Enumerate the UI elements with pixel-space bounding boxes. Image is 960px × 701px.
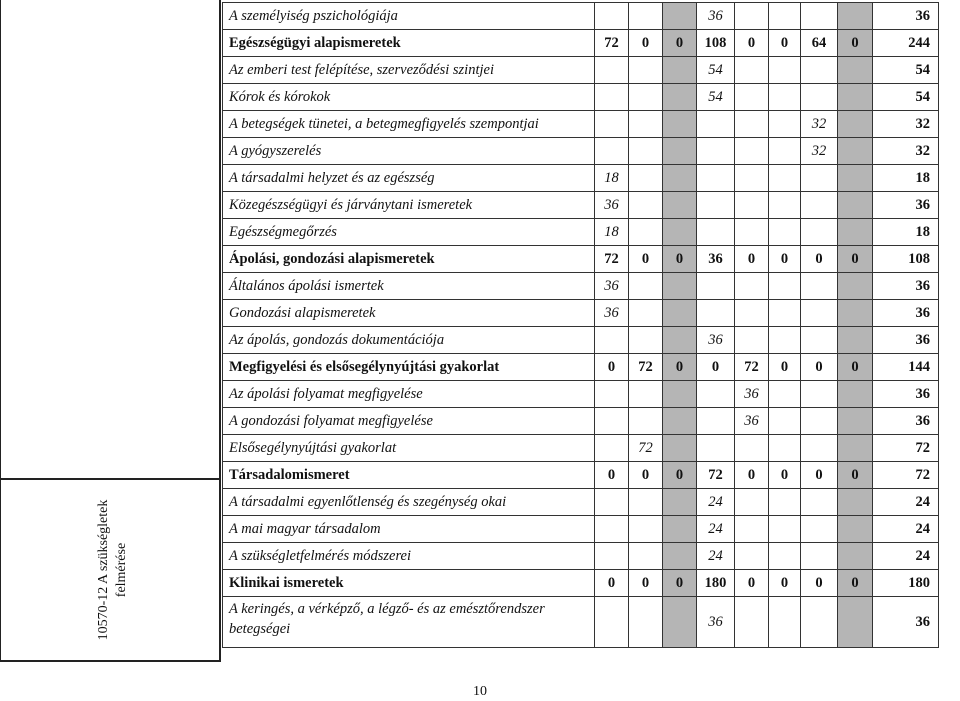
hours-cell [735,597,769,648]
row-label: Kórok és kórokok [223,84,595,111]
hours-cell [629,516,663,543]
hours-cell [735,192,769,219]
hours-cell: 0 [663,570,697,597]
hours-cell [697,273,735,300]
hours-cell [769,165,801,192]
hours-cell: 180 [697,570,735,597]
hours-cell [629,381,663,408]
hours-cell [769,273,801,300]
row-label: A szükségletfelmérés módszerei [223,543,595,570]
hours-cell [595,597,629,648]
hours-cell: 36 [595,192,629,219]
hours-cell: 0 [629,30,663,57]
hours-cell: 0 [735,30,769,57]
hours-cell [629,57,663,84]
hours-cell [735,300,769,327]
hours-cell [801,435,838,462]
hours-cell [769,84,801,111]
table-body [223,3,939,648]
hours-cell [629,192,663,219]
hours-cell [663,273,697,300]
total-hours-cell: 180 [873,570,939,597]
hours-cell: 0 [663,354,697,381]
hours-cell [838,3,873,30]
hours-cell [838,219,873,246]
total-hours-cell: 54 [873,84,939,111]
hours-cell: 0 [769,30,801,57]
hours-cell: 0 [801,246,838,273]
hours-cell [769,543,801,570]
hours-cell [801,327,838,354]
hours-cell [595,111,629,138]
hours-cell: 36 [735,408,769,435]
total-hours-cell: 244 [873,30,939,57]
curriculum-table [222,2,939,648]
hours-cell [735,273,769,300]
hours-cell [801,84,838,111]
hours-cell [697,165,735,192]
hours-cell: 0 [629,570,663,597]
row-label: Társadalomismeret [223,462,595,489]
row-label: Gondozási alapismeretek [223,300,595,327]
hours-cell: 36 [595,273,629,300]
subject-group-row [223,570,939,597]
total-hours-cell: 36 [873,327,939,354]
topic-row [223,3,939,30]
topic-row [223,516,939,543]
total-hours-cell: 24 [873,516,939,543]
hours-cell: 24 [697,516,735,543]
hours-cell [595,138,629,165]
hours-cell [663,111,697,138]
hours-cell [595,84,629,111]
hours-cell [735,138,769,165]
hours-cell [769,597,801,648]
topic-row [223,300,939,327]
subject-group-row [223,354,939,381]
hours-cell: 72 [735,354,769,381]
hours-cell: 0 [595,354,629,381]
hours-cell [629,543,663,570]
hours-cell [663,3,697,30]
hours-cell [629,489,663,516]
hours-cell [595,327,629,354]
hours-cell [838,597,873,648]
total-hours-cell: 36 [873,3,939,30]
hours-cell [769,219,801,246]
hours-cell [801,543,838,570]
hours-cell [735,327,769,354]
hours-cell: 108 [697,30,735,57]
hours-cell: 36 [697,597,735,648]
hours-cell [769,435,801,462]
hours-cell: 0 [838,462,873,489]
topic-row [223,327,939,354]
row-label: Klinikai ismeretek [223,570,595,597]
module-label-cell [84,478,142,662]
hours-cell [801,192,838,219]
hours-cell: 0 [735,570,769,597]
topic-row [223,84,939,111]
hours-cell: 36 [697,327,735,354]
topic-row [223,111,939,138]
total-hours-cell: 32 [873,138,939,165]
hours-cell: 36 [697,246,735,273]
hours-cell [663,327,697,354]
hours-cell: 0 [838,30,873,57]
hours-cell [801,381,838,408]
hours-cell [663,489,697,516]
hours-cell [697,219,735,246]
hours-cell [663,192,697,219]
hours-cell [735,57,769,84]
row-label: A mai magyar társadalom [223,516,595,543]
hours-cell [801,165,838,192]
hours-cell [769,489,801,516]
hours-cell [801,408,838,435]
module-cell-upper [0,0,221,478]
hours-cell: 0 [629,246,663,273]
hours-cell: 0 [629,462,663,489]
total-hours-cell: 18 [873,219,939,246]
hours-cell: 0 [769,246,801,273]
hours-cell [838,165,873,192]
hours-cell [838,435,873,462]
page-number: 10 [473,684,487,699]
hours-cell [838,57,873,84]
hours-cell: 0 [838,246,873,273]
hours-cell [769,327,801,354]
hours-cell [838,408,873,435]
hours-cell [595,543,629,570]
hours-cell [663,516,697,543]
hours-cell [838,381,873,408]
row-label: A társadalmi egyenlőtlenség és szegénység okai [223,489,595,516]
hours-cell [629,111,663,138]
hours-cell: 0 [735,246,769,273]
hours-cell [735,435,769,462]
row-label: Az ápolás, gondozás dokumentációja [223,327,595,354]
row-label: A betegségek tünetei, a betegmegfigyelés szempontjai [223,111,595,138]
topic-row [223,57,939,84]
hours-cell [663,381,697,408]
hours-cell [769,138,801,165]
total-hours-cell: 54 [873,57,939,84]
topic-row [223,543,939,570]
hours-cell [838,327,873,354]
row-label: Az emberi test felépítése, szerveződési szintjei [223,57,595,84]
hours-cell [838,84,873,111]
row-label: Ápolási, gondozási alapismeretek [223,246,595,273]
hours-cell: 72 [629,354,663,381]
hours-cell: 0 [838,570,873,597]
hours-cell [769,3,801,30]
module-column [0,0,222,662]
total-hours-cell: 36 [873,300,939,327]
row-label: Általános ápolási ismertek [223,273,595,300]
topic-row [223,273,939,300]
hours-cell: 64 [801,30,838,57]
hours-cell: 0 [769,354,801,381]
hours-cell [801,597,838,648]
hours-cell: 0 [697,354,735,381]
hours-cell [769,111,801,138]
hours-cell [629,327,663,354]
hours-cell: 0 [735,462,769,489]
hours-cell [663,597,697,648]
hours-cell [801,273,838,300]
hours-cell [838,489,873,516]
subject-group-row [223,246,939,273]
hours-cell [663,300,697,327]
hours-cell: 18 [595,165,629,192]
topic-row [223,435,939,462]
row-label: Megfigyelési és elsősegélynyújtási gyakorlat [223,354,595,381]
hours-cell [801,57,838,84]
hours-cell [629,219,663,246]
hours-cell: 0 [595,462,629,489]
hours-cell: 72 [629,435,663,462]
hours-cell: 32 [801,138,838,165]
hours-cell [663,165,697,192]
hours-cell [629,300,663,327]
hours-cell [663,408,697,435]
hours-cell [735,111,769,138]
hours-cell [735,165,769,192]
topic-row [223,489,939,516]
hours-cell: 0 [769,462,801,489]
total-hours-cell: 32 [873,111,939,138]
topic-row [223,597,939,648]
hours-cell: 18 [595,219,629,246]
hours-cell [838,138,873,165]
hours-cell [735,219,769,246]
hours-cell [595,435,629,462]
hours-cell [735,489,769,516]
hours-cell: 72 [697,462,735,489]
topic-row [223,381,939,408]
hours-cell [769,516,801,543]
row-label: A társadalmi helyzet és az egészség [223,165,595,192]
topic-row [223,165,939,192]
row-label: A személyiség pszichológiája [223,3,595,30]
topic-row [223,192,939,219]
hours-cell [838,111,873,138]
hours-cell: 72 [595,30,629,57]
hours-cell [629,3,663,30]
total-hours-cell: 24 [873,489,939,516]
hours-cell: 24 [697,489,735,516]
hours-cell: 24 [697,543,735,570]
hours-cell: 54 [697,57,735,84]
hours-cell: 0 [801,354,838,381]
hours-cell [838,300,873,327]
hours-cell [735,543,769,570]
hours-cell [697,111,735,138]
subject-group-row [223,30,939,57]
topic-row [223,219,939,246]
hours-cell [663,57,697,84]
hours-cell [801,489,838,516]
row-label: Egészségügyi alapismeretek [223,30,595,57]
hours-cell [838,192,873,219]
hours-cell: 0 [663,30,697,57]
hours-cell [769,381,801,408]
hours-cell [595,489,629,516]
hours-cell [663,435,697,462]
hours-cell [697,192,735,219]
total-hours-cell: 108 [873,246,939,273]
hours-cell [838,516,873,543]
total-hours-cell: 24 [873,543,939,570]
hours-cell [663,84,697,111]
hours-cell [663,219,697,246]
hours-cell [697,300,735,327]
hours-cell: 0 [801,570,838,597]
hours-cell [595,516,629,543]
subject-group-row [223,462,939,489]
hours-cell [629,138,663,165]
row-label: A keringés, a vérképző, a légző- és az emésztőrendszer betegségei [223,597,595,648]
total-hours-cell: 144 [873,354,939,381]
total-hours-cell: 36 [873,273,939,300]
hours-cell [769,57,801,84]
row-label: Az ápolási folyamat megfigyelése [223,381,595,408]
hours-cell [629,84,663,111]
hours-cell [595,408,629,435]
hours-cell [801,3,838,30]
hours-cell [629,408,663,435]
hours-cell [735,516,769,543]
hours-cell [629,273,663,300]
hours-cell: 0 [595,570,629,597]
hours-cell [595,57,629,84]
total-hours-cell: 18 [873,165,939,192]
hours-cell [801,219,838,246]
total-hours-cell: 72 [873,462,939,489]
total-hours-cell: 36 [873,192,939,219]
total-hours-cell: 36 [873,408,939,435]
hours-cell: 36 [735,381,769,408]
row-label: Egészségmegőrzés [223,219,595,246]
hours-cell [838,543,873,570]
hours-cell: 0 [769,570,801,597]
hours-cell [629,597,663,648]
topic-row [223,138,939,165]
hours-cell: 54 [697,84,735,111]
hours-cell [595,3,629,30]
hours-cell [801,516,838,543]
hours-cell: 72 [595,246,629,273]
hours-cell: 0 [663,462,697,489]
hours-cell [697,381,735,408]
hours-cell [697,435,735,462]
hours-cell [663,543,697,570]
hours-cell [769,192,801,219]
hours-cell [735,3,769,30]
hours-cell [629,165,663,192]
hours-cell [769,300,801,327]
hours-cell [595,381,629,408]
hours-cell: 0 [663,246,697,273]
total-hours-cell: 72 [873,435,939,462]
hours-cell [801,300,838,327]
row-label: Elsősegélynyújtási gyakorlat [223,435,595,462]
total-hours-cell: 36 [873,381,939,408]
hours-cell [838,273,873,300]
hours-cell [663,138,697,165]
total-hours-cell: 36 [873,597,939,648]
hours-cell [697,408,735,435]
module-label: 10570-12 A szükségletek felmérése [96,499,129,641]
hours-cell: 36 [595,300,629,327]
hours-cell: 0 [801,462,838,489]
hours-cell: 0 [838,354,873,381]
row-label: A gyógyszerelés [223,138,595,165]
topic-row [223,408,939,435]
hours-cell [697,138,735,165]
hours-cell: 32 [801,111,838,138]
hours-cell [735,84,769,111]
row-label: A gondozási folyamat megfigyelése [223,408,595,435]
hours-cell [769,408,801,435]
hours-cell: 36 [697,3,735,30]
row-label: Közegészségügyi és járványtani ismeretek [223,192,595,219]
